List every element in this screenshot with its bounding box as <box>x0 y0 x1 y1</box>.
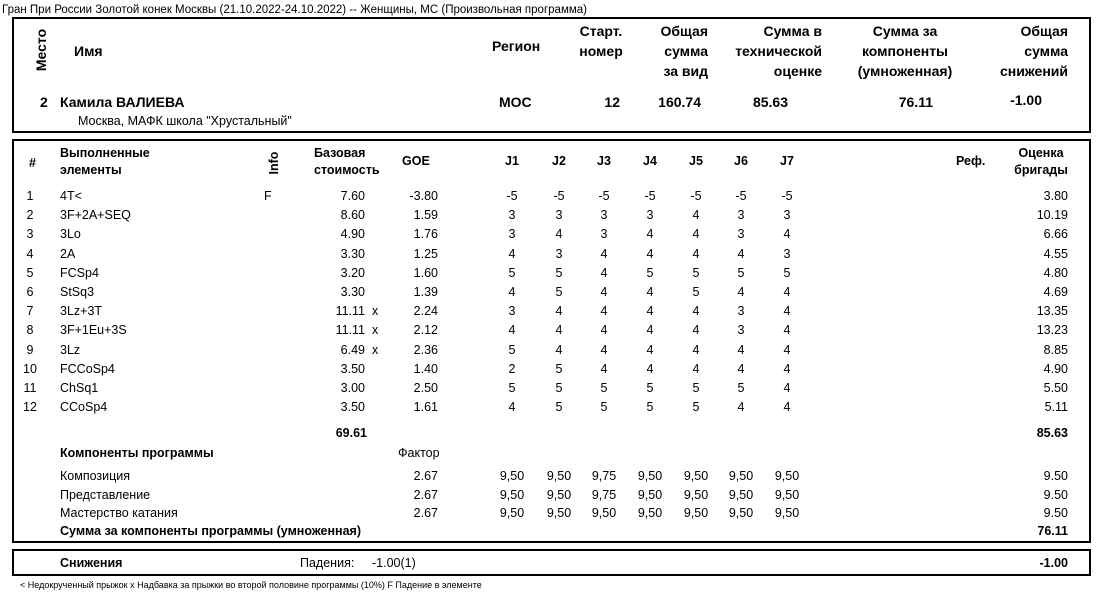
element-judge-3: 3 <box>600 227 608 242</box>
element-judge-6: 4 <box>737 246 745 261</box>
component-name: Композиция <box>60 469 131 483</box>
element-judge-2: 5 <box>555 265 563 280</box>
components-header: Компоненты программы <box>60 446 214 460</box>
element-base-value: 6.49 <box>340 342 365 357</box>
element-judge-1: 3 <box>508 304 516 319</box>
element-judge-5: -5 <box>690 189 702 203</box>
element-panel-score: 3.80 <box>1043 189 1068 203</box>
element-row <box>0 379 1097 398</box>
element-judge-6: 3 <box>737 304 745 319</box>
element-judge-1: 4 <box>508 285 516 299</box>
element-judge-6: 3 <box>737 323 745 338</box>
element-judge-3: 4 <box>600 361 608 376</box>
element-judge-2: 5 <box>555 285 563 299</box>
element-panel-score: 4.69 <box>1043 285 1068 299</box>
element-judge-4: 4 <box>646 342 654 357</box>
element-judge-7: 4 <box>783 342 791 357</box>
element-judge-3: 4 <box>600 265 608 280</box>
component-factor: 2.67 <box>413 487 438 502</box>
element-judge-4: 4 <box>646 227 654 242</box>
component-judge-3: 9,75 <box>591 487 617 502</box>
element-judge-5: 4 <box>692 208 700 223</box>
element-goe: 2.50 <box>413 381 438 395</box>
element-name: 3Lz+3T <box>60 304 103 319</box>
element-num: 2 <box>26 208 34 223</box>
region-header: Регион <box>492 38 541 54</box>
skater-region: МОС <box>499 94 532 110</box>
element-judge-5: 5 <box>692 265 700 280</box>
element-judge-5: 5 <box>692 400 700 415</box>
component-judge-7: 9,50 <box>774 487 800 502</box>
element-judge-3: 4 <box>600 246 608 261</box>
place-header: Место <box>33 28 49 72</box>
component-judge-5: 9,50 <box>683 506 709 520</box>
element-panel-score: 5.11 <box>1044 400 1068 415</box>
element-name: CCoSp4 <box>60 400 108 415</box>
element-judge-6: 4 <box>737 361 745 376</box>
element-panel-score: 6.66 <box>1043 227 1068 242</box>
element-num: 9 <box>26 342 34 357</box>
total-score-header: Общая сумма за вид <box>660 23 708 79</box>
judge-header-7: J7 <box>780 154 794 168</box>
element-judge-6: 4 <box>737 400 745 415</box>
judge-header-6: J6 <box>734 154 748 168</box>
element-judge-4: 3 <box>646 208 654 223</box>
element-num: 11 <box>23 381 37 395</box>
element-name: 3F+2A+SEQ <box>60 208 131 223</box>
element-judge-4: 5 <box>646 400 654 415</box>
element-base-value: 4.90 <box>340 227 365 242</box>
component-row <box>0 504 1097 523</box>
element-judge-7: 4 <box>783 285 791 299</box>
element-info: F <box>264 189 272 203</box>
element-judge-7: 3 <box>783 246 791 261</box>
element-row <box>0 398 1097 417</box>
element-judge-7: -5 <box>781 189 793 203</box>
component-name: Представление <box>60 487 151 502</box>
referee-header: Реф. <box>956 154 986 168</box>
element-judge-6: -5 <box>735 189 747 203</box>
event-title: Гран При России Золотой конек Москвы (21.10.2022-24.10.2022) -- Женщины, МС (Произвольная программа) <box>2 4 587 16</box>
skater-total: 160.74 <box>658 94 701 110</box>
element-base-value: 3.30 <box>340 285 365 299</box>
skater-club: Москва, МАФК школа "Хрустальный" <box>78 114 292 128</box>
element-judge-7: 5 <box>783 265 791 280</box>
element-bonus-mark: x <box>372 304 379 319</box>
element-goe: 1.61 <box>413 400 438 415</box>
element-judge-1: 3 <box>508 227 516 242</box>
component-score: 9.50 <box>1043 506 1068 520</box>
element-num: 6 <box>26 285 34 299</box>
element-row <box>0 321 1097 340</box>
component-judge-6: 9,50 <box>728 469 754 483</box>
element-judge-1: -5 <box>506 189 518 203</box>
element-judge-3: -5 <box>598 189 610 203</box>
element-judge-2: 3 <box>555 208 563 223</box>
element-base-value: 3.50 <box>340 400 365 415</box>
element-judge-4: 4 <box>646 246 654 261</box>
judge-header-1: J1 <box>505 154 519 168</box>
deductions-total: -1.00 <box>1039 556 1068 570</box>
falls-value: -1.00(1) <box>372 556 416 570</box>
element-judge-1: 2 <box>508 361 516 376</box>
element-goe: 2.36 <box>413 342 438 357</box>
element-judge-1: 4 <box>508 246 516 261</box>
element-judge-1: 4 <box>508 323 516 338</box>
info-header: Info <box>267 151 281 175</box>
component-judge-7: 9,50 <box>774 506 800 520</box>
component-judge-6: 9,50 <box>728 506 754 520</box>
judge-header-5: J5 <box>689 154 703 168</box>
element-judge-2: 3 <box>555 246 563 261</box>
element-goe: 1.59 <box>413 208 438 223</box>
factor-header: Фактор <box>398 446 440 460</box>
element-judge-6: 5 <box>737 265 745 280</box>
element-goe: 2.12 <box>413 323 438 338</box>
element-judge-4: 5 <box>646 265 654 280</box>
component-row <box>0 486 1097 505</box>
element-judge-7: 4 <box>783 381 791 395</box>
element-judge-6: 4 <box>737 342 745 357</box>
element-name: 4T< <box>60 189 82 203</box>
element-judge-5: 4 <box>692 323 700 338</box>
element-num: 10 <box>23 361 37 376</box>
component-score: 9.50 <box>1043 487 1068 502</box>
component-judge-7: 9,50 <box>774 469 800 483</box>
element-goe: 1.39 <box>413 285 438 299</box>
skater-start-number: 12 <box>604 94 620 110</box>
element-judge-2: 5 <box>555 361 563 376</box>
element-judge-1: 3 <box>508 208 516 223</box>
element-num: 5 <box>26 265 34 280</box>
element-name: 3Lz <box>60 342 81 357</box>
element-judge-3: 4 <box>600 304 608 319</box>
element-judge-2: 4 <box>555 227 563 242</box>
element-panel-score: 4.55 <box>1043 246 1068 261</box>
component-judge-3: 9,75 <box>591 469 617 483</box>
tes-header: Сумма в технической оценке <box>735 23 822 79</box>
element-judge-6: 3 <box>737 208 745 223</box>
component-judge-1: 9,50 <box>499 487 525 502</box>
skater-pcs: 76.11 <box>898 94 933 110</box>
skater-name: Камила ВАЛИЕВА <box>60 94 185 110</box>
element-name: 3F+1Eu+3S <box>60 323 127 338</box>
components-total: 76.11 <box>1037 524 1068 538</box>
element-panel-score: 4.80 <box>1043 265 1068 280</box>
element-num: 12 <box>23 400 37 415</box>
element-judge-7: 4 <box>783 323 791 338</box>
element-judge-7: 4 <box>783 304 791 319</box>
element-panel-score: 5.50 <box>1043 381 1068 395</box>
element-judge-4: 4 <box>646 323 654 338</box>
component-factor: 2.67 <box>413 469 438 483</box>
elements-total-base: 69.61 <box>335 426 367 440</box>
element-base-value: 11.11 <box>335 323 365 338</box>
component-judge-4: 9,50 <box>637 487 663 502</box>
element-judge-3: 5 <box>600 381 608 395</box>
component-judge-4: 9,50 <box>637 506 663 520</box>
element-judge-2: 5 <box>555 381 563 395</box>
deductions-box <box>12 549 1091 576</box>
element-judge-4: 4 <box>646 361 654 376</box>
component-judge-1: 9,50 <box>499 469 525 483</box>
element-row <box>0 360 1097 379</box>
element-goe: 1.60 <box>413 265 438 280</box>
component-judge-5: 9,50 <box>683 469 709 483</box>
element-base-value: 7.60 <box>340 189 365 203</box>
element-judge-2: -5 <box>553 189 565 203</box>
element-row <box>0 302 1097 321</box>
component-factor: 2.67 <box>413 506 438 520</box>
element-judge-6: 3 <box>737 227 745 242</box>
skater-place: 2 <box>40 94 48 110</box>
judge-header-3: J3 <box>597 154 611 168</box>
element-judge-7: 4 <box>783 227 791 242</box>
element-num: 3 <box>26 227 34 242</box>
component-judge-1: 9,50 <box>499 506 525 520</box>
judge-header-4: J4 <box>643 154 657 168</box>
goe-header: GOE <box>402 154 430 168</box>
skater-deductions: -1.00 <box>1010 92 1042 108</box>
element-judge-5: 5 <box>692 381 700 395</box>
component-judge-2: 9,50 <box>546 487 572 502</box>
element-panel-score: 13.23 <box>1036 323 1068 338</box>
element-base-value: 3.20 <box>340 265 365 280</box>
element-judge-1: 4 <box>508 400 516 415</box>
element-base-value: 8.60 <box>340 208 365 223</box>
element-goe: 2.24 <box>413 304 438 319</box>
element-bonus-mark: x <box>372 342 379 357</box>
element-num: 8 <box>26 323 34 338</box>
element-judge-2: 4 <box>555 323 563 338</box>
element-judge-7: 4 <box>783 361 791 376</box>
element-panel-score: 10.19 <box>1036 208 1068 223</box>
element-panel-score: 4.90 <box>1043 361 1068 376</box>
component-judge-6: 9,50 <box>728 487 754 502</box>
element-judge-3: 4 <box>600 323 608 338</box>
element-name: 2A <box>60 246 76 261</box>
component-judge-3: 9,50 <box>591 506 617 520</box>
element-base-value: 3.00 <box>340 381 365 395</box>
elements-header: Выполненные элементы <box>60 146 150 177</box>
legend: < Недокрученный прыжок x Надбавка за прыжки во второй половине программы (10%) F Падение в элементе <box>20 580 482 590</box>
element-judge-5: 4 <box>692 227 700 242</box>
element-judge-5: 4 <box>692 361 700 376</box>
element-judge-6: 4 <box>737 285 745 299</box>
component-judge-2: 9,50 <box>546 506 572 520</box>
element-base-value: 3.30 <box>340 246 365 261</box>
base-value-header: Базовая стоимость <box>314 146 380 177</box>
element-row <box>0 341 1097 360</box>
element-name: FCSp4 <box>60 265 99 280</box>
element-judge-1: 5 <box>508 342 516 357</box>
element-judge-1: 5 <box>508 265 516 280</box>
element-name: FCCoSp4 <box>60 361 115 376</box>
element-judge-5: 4 <box>692 342 700 357</box>
name-header: Имя <box>74 43 103 59</box>
skater-tes: 85.63 <box>752 94 788 110</box>
element-panel-score: 8.85 <box>1043 342 1068 357</box>
element-goe: 1.25 <box>413 246 438 261</box>
element-name: ChSq1 <box>60 381 99 395</box>
element-judge-5: 5 <box>692 285 700 299</box>
element-judge-2: 4 <box>555 342 563 357</box>
element-judge-4: 5 <box>646 381 654 395</box>
element-name: 3Lo <box>60 227 81 242</box>
element-judge-4: 4 <box>646 285 654 299</box>
element-row <box>0 206 1097 225</box>
start-number-header: Старт. номер <box>579 23 623 59</box>
element-goe: -3.80 <box>409 189 438 203</box>
element-judge-7: 3 <box>783 208 791 223</box>
element-judge-4: 4 <box>646 304 654 319</box>
elements-total-score: 85.63 <box>1036 426 1068 440</box>
panel-score-header: Оценка бригады <box>1014 146 1068 177</box>
element-base-value: 11.11 <box>335 304 365 319</box>
element-judge-3: 4 <box>600 342 608 357</box>
element-bonus-mark: x <box>372 323 379 338</box>
component-row <box>0 467 1097 486</box>
element-row <box>0 264 1097 283</box>
component-name: Мастерство катания <box>60 506 178 520</box>
element-row <box>0 245 1097 264</box>
element-judge-2: 4 <box>555 304 563 319</box>
element-row <box>0 225 1097 244</box>
element-judge-3: 5 <box>600 400 608 415</box>
falls-label: Падения: <box>300 556 355 570</box>
element-num: 7 <box>26 304 34 319</box>
element-judge-6: 5 <box>737 381 745 395</box>
pcs-header: Сумма за компоненты (умноженная) <box>857 23 953 79</box>
element-judge-5: 4 <box>692 246 700 261</box>
element-row <box>0 283 1097 302</box>
element-goe: 1.76 <box>413 227 438 242</box>
component-score: 9.50 <box>1043 469 1068 483</box>
num-header: # <box>29 156 36 170</box>
judge-header-2: J2 <box>552 154 566 168</box>
deductions-header: Общая сумма снижений <box>999 23 1068 79</box>
component-judge-4: 9,50 <box>637 469 663 483</box>
element-judge-4: -5 <box>644 189 656 203</box>
element-judge-5: 4 <box>692 304 700 319</box>
element-num: 4 <box>26 246 34 261</box>
element-panel-score: 13.35 <box>1036 304 1068 319</box>
element-name: StSq3 <box>60 285 95 299</box>
element-row <box>0 187 1097 206</box>
element-judge-3: 3 <box>600 208 608 223</box>
element-judge-1: 5 <box>508 381 516 395</box>
component-judge-2: 9,50 <box>546 469 572 483</box>
components-total-label: Сумма за компоненты программы (умноженная) <box>60 524 361 538</box>
element-goe: 1.40 <box>413 361 438 376</box>
element-judge-7: 4 <box>783 400 791 415</box>
element-num: 1 <box>26 189 34 203</box>
element-judge-2: 5 <box>555 400 563 415</box>
element-base-value: 3.50 <box>340 361 365 376</box>
deductions-label: Снижения <box>60 556 123 570</box>
element-judge-3: 4 <box>600 285 608 299</box>
component-judge-5: 9,50 <box>683 487 709 502</box>
